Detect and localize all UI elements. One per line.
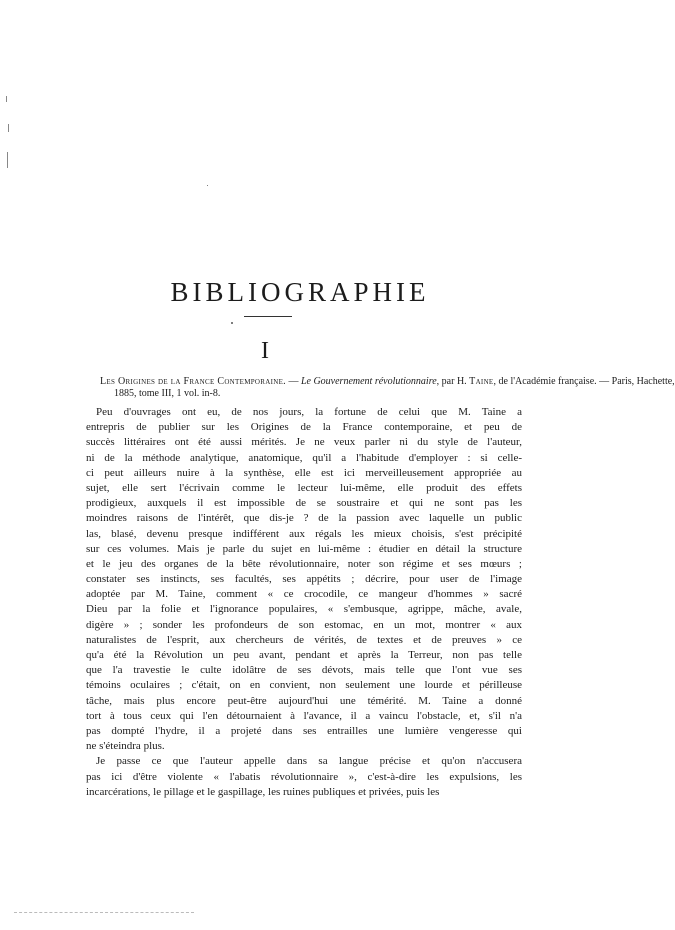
scan-mark <box>6 96 7 102</box>
body-line: digère » ; sonder les profondeurs de son estomac, en un mot, montrer « aux <box>86 618 522 631</box>
body-line: Dieu par la folie et l'ignorance populaires, « s'embusque, agrippe, mâche, avale, <box>86 603 522 616</box>
body-line: moindres raisons de l'intérêt, que dis-je ? de la passion avec laquelle un public <box>86 512 522 525</box>
body-line: las, blasé, devenu presque indifférent aux régals les mieux choisis, s'est précipité <box>86 527 522 540</box>
body-line: naturalistes de l'esprit, aux chercheurs de vérités, de textes et de preuves » ce <box>86 633 522 646</box>
scan-mark <box>8 124 9 132</box>
reference-line-3: 1885, tome III, 1 vol. in-8. <box>114 387 221 399</box>
body-line: pas ici d'être violente « l'abatis révolutionnaire », c'est-à-dire les expulsions, les <box>86 770 522 783</box>
body-line: succès littéraires ont été aussi mérités. Je ne veux parler ni du style de l'auteur, <box>86 436 522 449</box>
scan-speck <box>231 322 233 324</box>
body-line: tort à tous ceux qui l'en détournaient à l'avance, il a vaincu l'obstacle, et, s'il n'a <box>86 709 522 722</box>
reference-line1-rest: , par H. <box>436 376 470 387</box>
body-line: ni de la méthode analytique, anatomique, qu'il a l'habitude d'employer : si celle- <box>86 451 522 464</box>
body-line: sujet, elle sert l'écrivain comme le lecteur lui-même, elle produit des effets <box>86 481 522 494</box>
heading-rule <box>244 316 292 317</box>
body-text <box>86 405 522 800</box>
body-line: témoins oculaires ; c'était, on en convient, non seulement une lourde et périlleuse <box>86 679 522 692</box>
body-line: qu'a été la Révolution un peu avant, pendant et après la Terreur, non pas telle <box>86 649 522 661</box>
body-line: Je passe ce que l'auteur appelle dans sa langue précise et qu'on n'accusera <box>96 755 522 768</box>
body-line: prodigieux, auxquels il est impossible de se soustraire et qui ne sont pas les <box>86 497 522 510</box>
body-line: pas dompté l'hydre, il a projeté dans ses entrailles une lumière vengeresse qui <box>86 724 522 737</box>
body-line: ne s'éteindra plus. <box>86 740 165 753</box>
reference-series-title: Les Origines de la France Contemporaine. <box>100 376 286 387</box>
section-number: I <box>261 338 269 364</box>
bibliographic-reference <box>100 376 675 399</box>
body-line: adoptée par M. Taine, comment « ce crocodile, ce mangeur d'hommes » sacré <box>86 588 522 601</box>
reference-dash: — <box>285 376 301 387</box>
body-line: que l'a travestie le culte idolâtre de ses dévots, mais telle que l'ont vue ses <box>86 664 522 677</box>
body-line: ci peut ailleurs nuire à la synthèse, elle est ici merveilleusement appropriée au <box>86 466 522 479</box>
body-line: tâche, mais plus encore peut-être aujourd'hui une témérité. M. Taine a donné <box>86 694 522 707</box>
reference-author: Taine <box>469 376 494 387</box>
body-line: incarcérations, le pillage et le gaspillage, les ruines publiques et privées, puis les <box>86 785 440 798</box>
reference-line2-rest: , de l'Académie française. — Paris, Hachette, <box>493 376 675 387</box>
body-line: entrepris de publier sur les Origines de la France contemporaine, et peu de <box>86 421 522 434</box>
body-line: et le jeu des organes de la bête révolutionnaire, noter son régime et ses mœurs ; <box>86 557 522 570</box>
section-heading: BIBLIOGRAPHIE <box>170 277 430 307</box>
body-line: sur ces volumes. Mais je parle du sujet en lui-même : étudier en détail la structure <box>86 542 522 555</box>
scan-edge <box>14 912 194 914</box>
scan-mark <box>7 152 8 168</box>
body-line: Peu d'ouvrages ont eu, de nos jours, la fortune de celui que M. Taine a <box>96 406 522 418</box>
reference-line-1 <box>100 376 675 388</box>
reference-work-title: Le Gouvernement révolutionnaire <box>300 376 437 387</box>
body-line: constater ses instincts, ses facultés, ses appétits ; décrire, pour user de l'image <box>86 573 522 586</box>
scan-speck <box>207 185 208 186</box>
